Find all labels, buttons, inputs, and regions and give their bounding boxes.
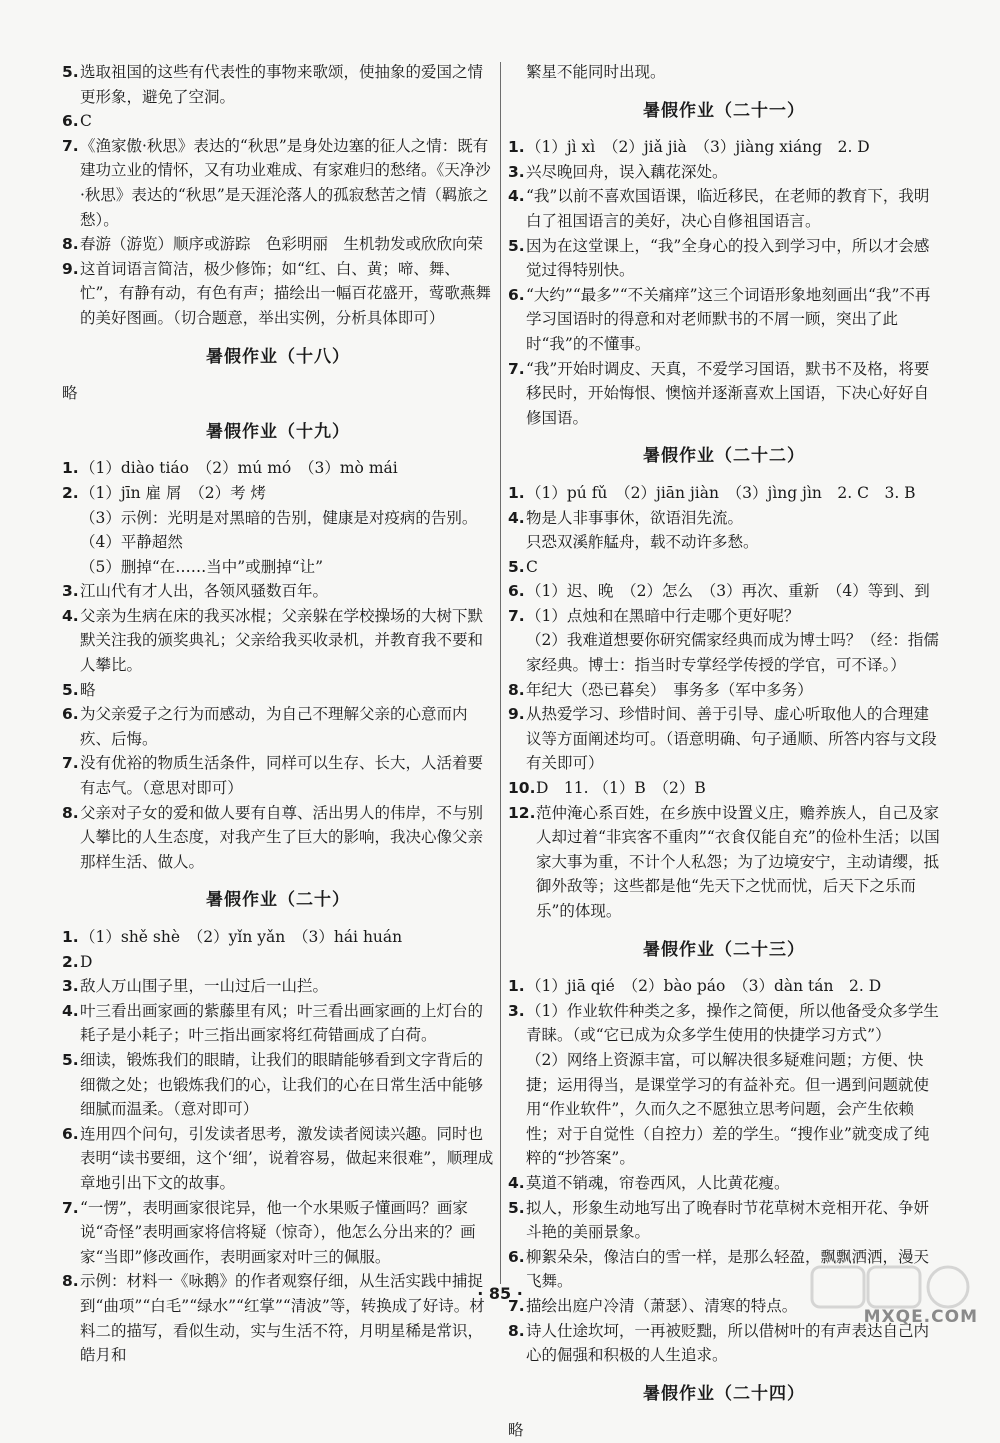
item-text: （4）平静超然 xyxy=(80,533,183,552)
item-number: 5. xyxy=(62,1050,79,1069)
item-text: 敌人万山围子里，一山过后一山拦。 xyxy=(80,977,329,996)
item-text: 因为在这堂课上，“我”全身心的投入到学习中，所以才会感觉过得特别快。 xyxy=(526,236,930,280)
answer-item xyxy=(508,801,940,924)
item-number: 2. xyxy=(62,483,79,502)
item-text: 细读，锻炼我们的眼睛，让我们的眼睛能够看到文字背后的细微之处；也锻炼我们的心，让我们的心在日常生活中能够细腻而温柔。（意对即可） xyxy=(80,1050,484,1119)
item-text: （1）点烛和在黑暗中行走哪个更好呢？ xyxy=(526,606,800,625)
item-number: 8. xyxy=(62,235,79,254)
item-number: 4. xyxy=(508,187,525,206)
answer-item xyxy=(508,678,940,703)
item-text: （1）作业软件种类之多，操作之简便，所以他备受众多学生青睐。（或“它已成为众多学生使用的快捷学习方式”） xyxy=(526,1001,939,1045)
item-text: （2）网络上资源丰富，可以解决很多疑难问题；方便、快捷；运用得当，是课堂学习的有益补充。但一遇到问题就使用“作业软件”，久而久之不愿独立思考问题，会产生依赖性；对于自觉性（自控力）差的学生。“搜作业”就变成了纯粹的“抄答案”。 xyxy=(526,1050,930,1168)
item-number: 6. xyxy=(508,582,525,601)
answer-item xyxy=(508,555,940,580)
section-title-24: 暑假作业（二十四） xyxy=(643,1383,805,1404)
answer-item xyxy=(508,1196,940,1245)
item-text: （1）jiā qié （2）bào páo （3）dàn tán 2. D xyxy=(526,977,882,996)
answer-item xyxy=(508,234,940,283)
item-text: C xyxy=(80,112,92,131)
answer-item xyxy=(62,456,494,481)
item-text: （1）jì xì （2）jiǎ jià （3）jiàng xiáng 2. D xyxy=(526,138,870,157)
item-text: 柳絮朵朵，像洁白的雪一样，是那么轻盈，飘飘洒洒，漫天飞舞。 xyxy=(526,1247,930,1291)
item-text: “大约”“最多”“不关痛痒”这三个词语形象地刻画出“我”不再学习国语时的得意和对老师默书的不屑一顾，突出了此时“我”的不懂事。 xyxy=(526,285,931,353)
item-number: 4. xyxy=(62,1001,79,1020)
answer-item xyxy=(62,925,494,950)
answer-item xyxy=(62,1122,494,1196)
answer-item xyxy=(508,357,940,431)
item-text: （1）pú fǔ （2）jiān jiàn （3）jìng jìn 2. C 3. B xyxy=(526,483,916,502)
item-number: 5. xyxy=(508,1198,525,1217)
section-title-19: 暑假作业（十九） xyxy=(206,421,350,442)
answer-item xyxy=(62,134,494,232)
answer-item xyxy=(62,1048,494,1122)
continued-text: 繁星不能同时出现。 xyxy=(526,63,666,81)
answer-item xyxy=(62,530,494,555)
item-number: 1. xyxy=(62,928,79,946)
answer-item xyxy=(62,481,494,506)
item-number: 3. xyxy=(62,582,79,601)
item-number: 6. xyxy=(508,1247,525,1266)
item-number: 3. xyxy=(508,1001,525,1020)
answer-item xyxy=(62,801,494,875)
item-number: 1. xyxy=(508,138,525,157)
item-number: 7. xyxy=(508,1296,525,1315)
answer-item xyxy=(508,135,940,160)
item-number: 7. xyxy=(508,359,525,378)
right-column xyxy=(508,60,940,1443)
left-column xyxy=(62,60,494,1368)
answer-item xyxy=(508,628,940,677)
answer-item xyxy=(62,257,494,331)
item-text: 《渔家傲·秋思》表达的“秋思”是身处边塞的征人之情：既有建功立业的情怀，又有功业难成、有家难归的愁绪。《天净沙·秋思》表达的“秋思”是天涯沦落人的孤寂愁苦之情（羁旅之愁）。 xyxy=(80,136,491,229)
item-number: 5. xyxy=(508,236,525,255)
item-text: D 11. （1）B （2）B xyxy=(536,779,706,798)
answer-item xyxy=(62,579,494,604)
answer-item xyxy=(62,506,494,531)
item-number: 7. xyxy=(62,1198,79,1217)
answer-item xyxy=(62,60,494,109)
answer-item xyxy=(508,160,940,185)
item-number: 7. xyxy=(62,754,79,773)
item-number: 10. xyxy=(508,779,536,798)
item-text: 示例：材料一《咏鹅》的作者观察仔细，从生活实践中捕捉到“曲项”“白毛”“绿水”“红掌”“清波”等，转换成了好诗。材料二的描写，看似生动，实与生活不符，月明星稀是常识，皓月和 xyxy=(80,1272,485,1365)
answer-item xyxy=(508,604,940,629)
section-title-23: 暑假作业（二十三） xyxy=(643,939,805,960)
item-text: D xyxy=(80,952,93,971)
item-text: （3）示例：光明是对黑暗的告别，健康是对疫病的告别。 xyxy=(80,508,478,527)
section-title-20: 暑假作业（二十） xyxy=(206,890,350,911)
section-title-18: 暑假作业（十八） xyxy=(206,346,350,367)
item-number: 8. xyxy=(62,803,79,822)
item-number: 6. xyxy=(62,1124,79,1143)
item-text: 物是人非事事休，欲语泪先流。 xyxy=(526,508,744,527)
answer-item xyxy=(508,974,940,999)
item-text: 没有优裕的物质生活条件，同样可以生存、长大，人活着要有志气。（意思对即可） xyxy=(80,754,484,798)
item-text: 从热爱学习、珍惜时间、善于引导、虚心听取他人的合理建议等方面阐述均可。（语意明确、句子通顺、所答内容与文段有关即可） xyxy=(526,705,937,773)
item-number: 3. xyxy=(508,162,525,181)
answer-item xyxy=(62,950,494,975)
item-text: （1）diào tiáo （2）mú mó （3）mò mái xyxy=(80,459,398,478)
watermark-text: MXQE.COM xyxy=(863,1307,978,1327)
item-text: 春游（游览）顺序或游踪 色彩明丽 生机勃发或欣欣向荣 xyxy=(80,235,484,254)
item-text: 选取祖国的这些有代表性的事物来歌颂，使抽象的爱国之情更形象，避免了空洞。 xyxy=(80,63,484,106)
item-text: （2）我难道想要你研究儒家经典而成为博士吗？（经：指儒家经典。博士：指当时专掌经学传授的学官，可不译。） xyxy=(526,631,939,675)
item-text: “我”开始时调皮、天真，不爱学习国语，默书不及格，将要移民时，开始悔恨、懊恼并逐渐喜欢上国语，下决心好好自修国语。 xyxy=(526,359,930,427)
answer-item xyxy=(508,999,940,1048)
answer-item xyxy=(508,702,940,776)
answer-item xyxy=(62,999,494,1048)
item-number: 3. xyxy=(62,977,79,996)
item-text: 范仲淹心系百姓，在乡族中设置义庄，赡养族人，自己及家人却过着“非宾客不重肉”“衣食仅能自充”的俭朴生活；以国家大事为重，不计个人私怨；为了边境安宁，主动请缨，抵御外敌等；这些都是他“先天下之忧而忧，后天下之乐而乐”的体现。 xyxy=(536,803,940,920)
answer-item xyxy=(508,283,940,357)
answer-item xyxy=(508,481,940,506)
answer-item xyxy=(62,109,494,134)
item-text: C xyxy=(526,557,538,576)
answer-item xyxy=(62,232,494,257)
item-number: 5. xyxy=(62,680,79,699)
answer-item xyxy=(62,555,494,580)
item-text: 只恐双溪舴艋舟，载不动许多愁。 xyxy=(526,533,759,552)
item-number: 9. xyxy=(62,259,79,278)
item-text: 略 xyxy=(80,680,96,699)
page-number: · 85 · xyxy=(477,1284,523,1303)
item-number: 4. xyxy=(508,508,525,527)
item-text: 描绘出庭户冷清（萧瑟）、清寒的特点。 xyxy=(526,1296,798,1315)
item-text: 这首词语言简洁，极少修饰；如“红、白、黄；啼、舞、忙”，有静有动，有色有声；描绘出一幅百花盛开，莺歌燕舞的美好图画。（切合题意，举出实例，分析具体即可） xyxy=(80,259,491,327)
column-divider xyxy=(500,62,501,1284)
answer-item xyxy=(508,579,940,604)
answer-item xyxy=(62,702,494,751)
answer-item xyxy=(508,530,940,555)
answer-item xyxy=(62,1196,494,1270)
item-text: （1）迟、晚 （2）怎么 （3）再次、重新 （4）等到、到 xyxy=(526,582,930,601)
item-text: 连用四个问句，引发读者思考，激发读者阅读兴趣。同时也表明“读书要细，这个‘细’，说着容易，做起来很难”，顺理成章地引出下文的故事。 xyxy=(80,1124,494,1192)
item-text: 为父亲爱子之行为而感动，为自己不理解父亲的心意而内疚、后悔。 xyxy=(80,705,468,748)
item-number: 6. xyxy=(62,112,79,131)
item-number: 8. xyxy=(508,1321,525,1340)
answer-item xyxy=(62,751,494,800)
answer-item xyxy=(508,506,940,531)
item-text: “一愣”，表明画家很诧异，他一个水果贩子懂画吗？画家说“奇怪”表明画家将信将疑（惊奇），他怎么分出来的？画家“当即”修改画作，表明画家对叶三的佩服。 xyxy=(80,1198,476,1266)
item-number: 1. xyxy=(508,483,525,502)
item-text: 年纪大（恐已暮矣） 事务多（军中多务） xyxy=(526,680,813,699)
item-text: 兴尽晚回舟，误入藕花深处。 xyxy=(526,162,728,181)
item-number: 8. xyxy=(62,1272,79,1291)
section-title-21: 暑假作业（二十一） xyxy=(643,100,805,121)
item-number: 7. xyxy=(508,606,525,625)
item-text: （1）shě shè （2）yǐn yǎn （3）hái huán xyxy=(80,928,403,946)
answer-item xyxy=(62,678,494,703)
item-number: 4. xyxy=(508,1173,525,1192)
item-text: （5）删掉“在……当中”或删掉“让” xyxy=(80,557,324,576)
item-text: 江山代有才人出，各领风骚数百年。 xyxy=(80,582,329,601)
item-text: （1）jīn 雇 屑 （2）考 烤 xyxy=(80,483,267,502)
item-number: 8. xyxy=(508,680,525,699)
item-number: 5. xyxy=(508,557,525,576)
item-number: 1. xyxy=(62,459,79,478)
item-text: 莫道不销魂，帘卷西风，人比黄花瘦。 xyxy=(526,1173,790,1192)
answer-item xyxy=(508,776,940,801)
item-text: 父亲对子女的爱和做人要有自尊、活出男人的伟岸，不与别人攀比的人生态度，对我产生了巨大的影响，我决心像父亲那样生活、做人。 xyxy=(80,803,484,871)
section-title-22: 暑假作业（二十二） xyxy=(643,446,805,467)
item-number: 6. xyxy=(62,705,79,724)
item-text: 诗人仕途坎坷，一再被贬黜，所以借树叶的有声表达自己内心的倔强和积极的人生追求。 xyxy=(526,1321,930,1365)
item-text: 叶三看出画家画的紫藤里有风；叶三看出画家画的上灯台的耗子是小耗子；叶三指出画家将红荷错画成了白荷。 xyxy=(80,1001,484,1045)
section-24-body: 略 xyxy=(508,1421,524,1440)
item-number: 5. xyxy=(62,63,79,81)
answer-item xyxy=(508,184,940,233)
item-number: 6. xyxy=(508,285,525,304)
answer-item xyxy=(62,604,494,678)
item-text: 父亲为生病在床的我买冰棍；父亲躲在学校操场的大树下默默关注我的颁奖典礼；父亲给我买收录机，并教育我不要和人攀比。 xyxy=(80,606,484,675)
item-number: 9. xyxy=(508,705,525,724)
item-number: 4. xyxy=(62,606,79,625)
answer-item xyxy=(508,1048,940,1171)
item-number: 12. xyxy=(508,803,536,822)
item-number: 7. xyxy=(62,136,79,155)
item-number: 1. xyxy=(508,977,525,996)
section-18-body: 略 xyxy=(62,384,78,403)
item-text: 拟人，形象生动地写出了晚春时节花草树木竞相开花、争妍斗艳的美丽景象。 xyxy=(526,1198,930,1242)
answer-item xyxy=(62,974,494,999)
item-text: “我”以前不喜欢国语课，临近移民，在老师的教育下，我明白了祖国语言的美好，决心自修祖国语言。 xyxy=(526,187,930,230)
answer-item xyxy=(508,1171,940,1196)
item-number: 2. xyxy=(62,952,79,971)
